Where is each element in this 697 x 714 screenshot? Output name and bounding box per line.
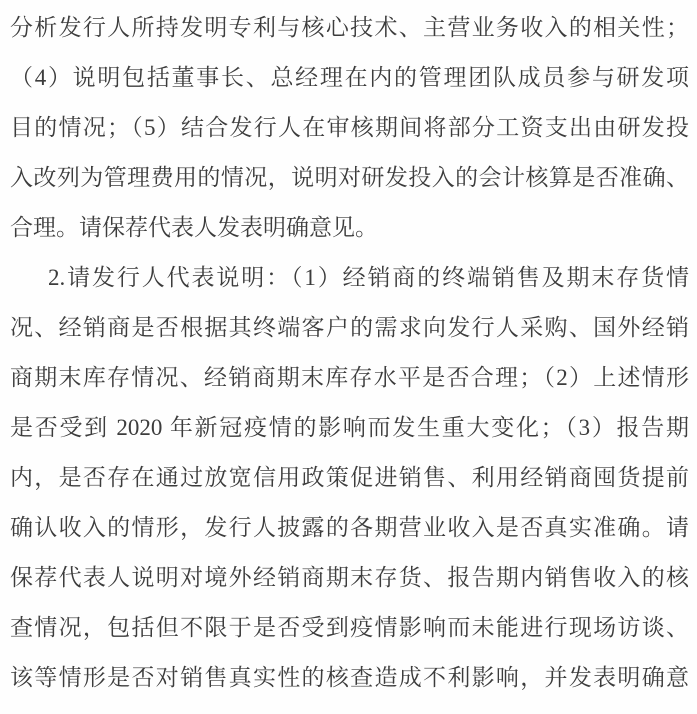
document-line: 该等情形是否对销售真实性的核查造成不利影响，并发表明确意	[10, 665, 689, 690]
document-line: 查情况，包括但不限于是否受到疫情影响而未能进行现场访谈、	[10, 615, 689, 640]
document-line-paragraph-start: 2.请发行人代表说明：（1）经销商的终端销售及期末存货情	[48, 265, 689, 290]
document-line: 内，是否存在通过放宽信用政策促进销售、利用经销商囤货提前	[10, 465, 689, 490]
document-line: （4）说明包括董事长、总经理在内的管理团队成员参与研发项	[10, 65, 689, 90]
document-line: 是否受到 2020 年新冠疫情的影响而发生重大变化；（3）报告期	[10, 415, 689, 440]
document-line: 况、经销商是否根据其终端客户的需求向发行人采购、国外经销	[10, 315, 689, 340]
document-line-paragraph-end: 合理。请保荐代表人发表明确意见。	[10, 215, 378, 240]
document-line: 保荐代表人说明对境外经销商期末存货、报告期内销售收入的核	[10, 565, 689, 590]
document-line: 分析发行人所持发明专利与核心技术、主营业务收入的相关性；	[10, 15, 689, 40]
document-line: 入改列为管理费用的情况，说明对研发投入的会计核算是否准确、	[10, 165, 689, 190]
document-line: 商期末库存情况、经销商期末库存水平是否合理；（2）上述情形	[10, 365, 689, 390]
document-line: 确认收入的情形，发行人披露的各期营业收入是否真实准确。请	[10, 515, 689, 540]
document-line: 目的情况；（5）结合发行人在审核期间将部分工资支出由研发投	[10, 115, 689, 140]
